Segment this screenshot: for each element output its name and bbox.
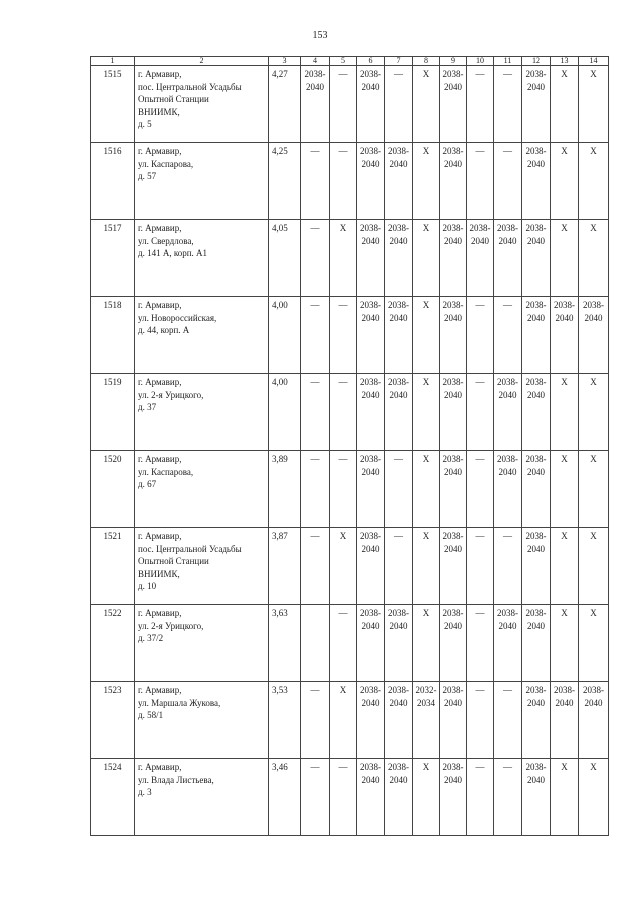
address-line: г. Армавир,	[138, 300, 182, 310]
table-row	[91, 297, 609, 374]
address-line: д. 3	[138, 787, 152, 797]
period-cell: 2038- 2040	[357, 220, 385, 297]
table-row	[91, 528, 609, 605]
period-cell: 2038- 2040	[522, 451, 551, 528]
period-cell: —	[301, 374, 330, 451]
period-cell: —	[301, 143, 330, 220]
period-cell: 2038- 2040	[494, 220, 522, 297]
period-cell: 2038- 2040	[440, 66, 467, 143]
period-cell: X	[579, 143, 609, 220]
value-cell: 4,00	[269, 374, 301, 451]
table-body	[91, 66, 609, 836]
period-cell: —	[330, 605, 357, 682]
column-header: 14	[579, 57, 609, 66]
period-cell: X	[413, 66, 440, 143]
address-cell	[135, 143, 269, 220]
period-cell: 2038- 2040	[440, 297, 467, 374]
period-cell: 2038- 2040	[385, 759, 413, 836]
period-cell: X	[551, 220, 579, 297]
table-header	[91, 57, 609, 66]
address-line: д. 141 А, корп. А1	[138, 248, 208, 258]
period-cell: —	[494, 297, 522, 374]
period-cell: 2038- 2040	[357, 66, 385, 143]
period-cell: 2038- 2040	[440, 451, 467, 528]
period-cell: 2038- 2040	[522, 528, 551, 605]
address-line: г. Армавир,	[138, 762, 182, 772]
table-row	[91, 220, 609, 297]
period-cell: —	[330, 297, 357, 374]
column-header: 5	[330, 57, 357, 66]
period-cell: 2038- 2040	[522, 220, 551, 297]
period-cell: 2038- 2040	[357, 528, 385, 605]
address-line: г. Армавир,	[138, 69, 182, 79]
period-cell: X	[551, 66, 579, 143]
address-cell	[135, 220, 269, 297]
column-header: 9	[440, 57, 467, 66]
period-cell: 2038- 2040	[385, 297, 413, 374]
address-line: г. Армавир,	[138, 685, 182, 695]
period-cell: X	[413, 605, 440, 682]
address-line: г. Армавир,	[138, 608, 182, 618]
period-cell: 2038- 2040	[551, 682, 579, 759]
address-line: Опытной Станции	[138, 94, 209, 104]
period-cell: —	[494, 682, 522, 759]
column-header: 7	[385, 57, 413, 66]
address-cell	[135, 297, 269, 374]
column-header: 1	[91, 57, 135, 66]
period-cell: —	[385, 528, 413, 605]
period-cell: 2038- 2040	[579, 297, 609, 374]
address-line: д. 58/1	[138, 710, 164, 720]
table-row	[91, 451, 609, 528]
address-cell	[135, 66, 269, 143]
row-number: 1524	[91, 759, 135, 836]
table-row	[91, 374, 609, 451]
value-cell: 3,87	[269, 528, 301, 605]
period-cell: 2038- 2040	[579, 682, 609, 759]
period-cell: —	[467, 143, 494, 220]
period-cell: X	[413, 220, 440, 297]
period-cell: 2038- 2040	[522, 682, 551, 759]
period-cell: —	[467, 451, 494, 528]
column-header: 11	[494, 57, 522, 66]
register-table	[90, 56, 609, 836]
period-cell: X	[551, 605, 579, 682]
period-cell: X	[551, 528, 579, 605]
period-cell: 2038- 2040	[385, 374, 413, 451]
period-cell: —	[330, 374, 357, 451]
period-cell: X	[579, 66, 609, 143]
period-cell: 2038- 2040	[494, 374, 522, 451]
period-cell: X	[579, 605, 609, 682]
address-cell	[135, 682, 269, 759]
address-line: д. 10	[138, 581, 157, 591]
period-cell: 2038- 2040	[357, 374, 385, 451]
period-cell: X	[330, 528, 357, 605]
period-cell: —	[301, 297, 330, 374]
address-line: ул. Маршала Жукова,	[138, 697, 221, 708]
row-number: 1520	[91, 451, 135, 528]
period-cell: X	[413, 374, 440, 451]
column-header: 3	[269, 57, 301, 66]
period-cell: 2038- 2040	[357, 682, 385, 759]
period-cell: 2038- 2040	[440, 374, 467, 451]
period-cell: —	[330, 66, 357, 143]
period-cell: —	[467, 682, 494, 759]
address-line: ул. Новороссийская,	[138, 312, 217, 323]
address-cell	[135, 451, 269, 528]
period-cell: X	[551, 451, 579, 528]
table-row	[91, 143, 609, 220]
column-header: 12	[522, 57, 551, 66]
address-line: г. Армавир,	[138, 223, 182, 233]
address-cell	[135, 759, 269, 836]
period-cell: 2038- 2040	[522, 143, 551, 220]
row-number: 1518	[91, 297, 135, 374]
period-cell: 2038- 2040	[385, 143, 413, 220]
address-line: д. 37/2	[138, 633, 164, 643]
period-cell: 2038- 2040	[440, 605, 467, 682]
period-cell: —	[330, 451, 357, 528]
period-cell: 2038- 2040	[522, 759, 551, 836]
address-line: ул. Каспарова,	[138, 158, 194, 169]
address-line: пос. Центральной Усадьбы	[138, 81, 242, 92]
table-row	[91, 66, 609, 143]
period-cell	[301, 605, 330, 682]
period-cell: X	[413, 451, 440, 528]
period-cell: X	[413, 528, 440, 605]
period-cell: —	[494, 528, 522, 605]
column-header: 2	[135, 57, 269, 66]
period-cell: —	[330, 759, 357, 836]
period-cell: X	[579, 374, 609, 451]
address-line: пос. Центральной Усадьбы	[138, 543, 242, 554]
period-cell: X	[330, 682, 357, 759]
address-line: г. Армавир,	[138, 531, 182, 541]
address-line: д. 5	[138, 119, 152, 129]
period-cell: —	[301, 451, 330, 528]
address-line: ул. Каспарова,	[138, 466, 194, 477]
column-header: 13	[551, 57, 579, 66]
page-number: 153	[312, 30, 328, 41]
period-cell: X	[579, 528, 609, 605]
address-line: д. 57	[138, 171, 157, 181]
value-cell: 3,53	[269, 682, 301, 759]
address-line: г. Армавир,	[138, 454, 182, 464]
period-cell: 2038- 2040	[385, 605, 413, 682]
address-line: д. 37	[138, 402, 157, 412]
address-line: г. Армавир,	[138, 377, 182, 387]
period-cell: 2038- 2040	[440, 528, 467, 605]
period-cell: 2038- 2040	[522, 605, 551, 682]
period-cell: —	[330, 143, 357, 220]
period-cell: 2038- 2040	[494, 605, 522, 682]
period-cell: —	[301, 759, 330, 836]
period-cell: 2038- 2040	[440, 759, 467, 836]
address-cell	[135, 605, 269, 682]
period-cell: X	[551, 374, 579, 451]
address-line: д. 44, корп. А	[138, 325, 190, 335]
period-cell: X	[579, 220, 609, 297]
value-cell: 3,89	[269, 451, 301, 528]
period-cell: X	[413, 759, 440, 836]
period-cell: 2038- 2040	[357, 297, 385, 374]
period-cell: 2038- 2040	[357, 759, 385, 836]
address-line: ул. Влада Листьева,	[138, 774, 214, 785]
period-cell: X	[413, 297, 440, 374]
address-line: ВНИИМК,	[138, 568, 180, 579]
table-row	[91, 759, 609, 836]
period-cell: X	[551, 143, 579, 220]
period-cell: —	[467, 374, 494, 451]
period-cell: —	[467, 605, 494, 682]
column-header: 8	[413, 57, 440, 66]
period-cell: 2038- 2040	[357, 143, 385, 220]
period-cell: X	[551, 759, 579, 836]
value-cell: 4,25	[269, 143, 301, 220]
period-cell: X	[579, 759, 609, 836]
row-number: 1517	[91, 220, 135, 297]
address-line: ул. Свердлова,	[138, 235, 194, 246]
address-cell	[135, 374, 269, 451]
period-cell: 2038- 2040	[551, 297, 579, 374]
period-cell: —	[494, 66, 522, 143]
period-cell: 2038- 2040	[522, 66, 551, 143]
period-cell: —	[301, 528, 330, 605]
period-cell: 2038- 2040	[522, 297, 551, 374]
row-number: 1523	[91, 682, 135, 759]
period-cell: —	[494, 759, 522, 836]
period-cell: 2038- 2040	[440, 682, 467, 759]
address-line: ВНИИМК,	[138, 106, 180, 117]
row-number: 1515	[91, 66, 135, 143]
period-cell: 2038- 2040	[385, 682, 413, 759]
period-cell: 2038- 2040	[440, 220, 467, 297]
row-number: 1522	[91, 605, 135, 682]
value-cell: 4,27	[269, 66, 301, 143]
column-header: 10	[467, 57, 494, 66]
period-cell: 2038- 2040	[301, 66, 330, 143]
period-cell: —	[301, 682, 330, 759]
value-cell: 3,46	[269, 759, 301, 836]
period-cell: 2038- 2040	[357, 605, 385, 682]
period-cell: 2032- 2034	[413, 682, 440, 759]
period-cell: X	[579, 451, 609, 528]
period-cell: —	[385, 66, 413, 143]
period-cell: 2038- 2040	[522, 374, 551, 451]
address-line: ул. 2-я Урицкого,	[138, 620, 204, 631]
row-number: 1521	[91, 528, 135, 605]
column-header: 4	[301, 57, 330, 66]
value-cell: 3,63	[269, 605, 301, 682]
period-cell: —	[385, 451, 413, 528]
period-cell: 2038- 2040	[494, 451, 522, 528]
period-cell: X	[413, 143, 440, 220]
address-line: Опытной Станции	[138, 556, 209, 566]
column-header: 6	[357, 57, 385, 66]
period-cell: 2038- 2040	[385, 220, 413, 297]
period-cell: —	[467, 66, 494, 143]
period-cell: 2038- 2040	[440, 143, 467, 220]
period-cell: 2038- 2040	[357, 451, 385, 528]
table-row	[91, 605, 609, 682]
period-cell: —	[494, 143, 522, 220]
row-number: 1519	[91, 374, 135, 451]
period-cell: X	[330, 220, 357, 297]
value-cell: 4,05	[269, 220, 301, 297]
period-cell: —	[467, 297, 494, 374]
value-cell: 4,00	[269, 297, 301, 374]
row-number: 1516	[91, 143, 135, 220]
period-cell: —	[467, 528, 494, 605]
period-cell: —	[301, 220, 330, 297]
address-line: д. 67	[138, 479, 157, 489]
address-cell	[135, 528, 269, 605]
period-cell: 2038- 2040	[467, 220, 494, 297]
address-line: г. Армавир,	[138, 146, 182, 156]
address-line: ул. 2-я Урицкого,	[138, 389, 204, 400]
period-cell: —	[467, 759, 494, 836]
table-row	[91, 682, 609, 759]
